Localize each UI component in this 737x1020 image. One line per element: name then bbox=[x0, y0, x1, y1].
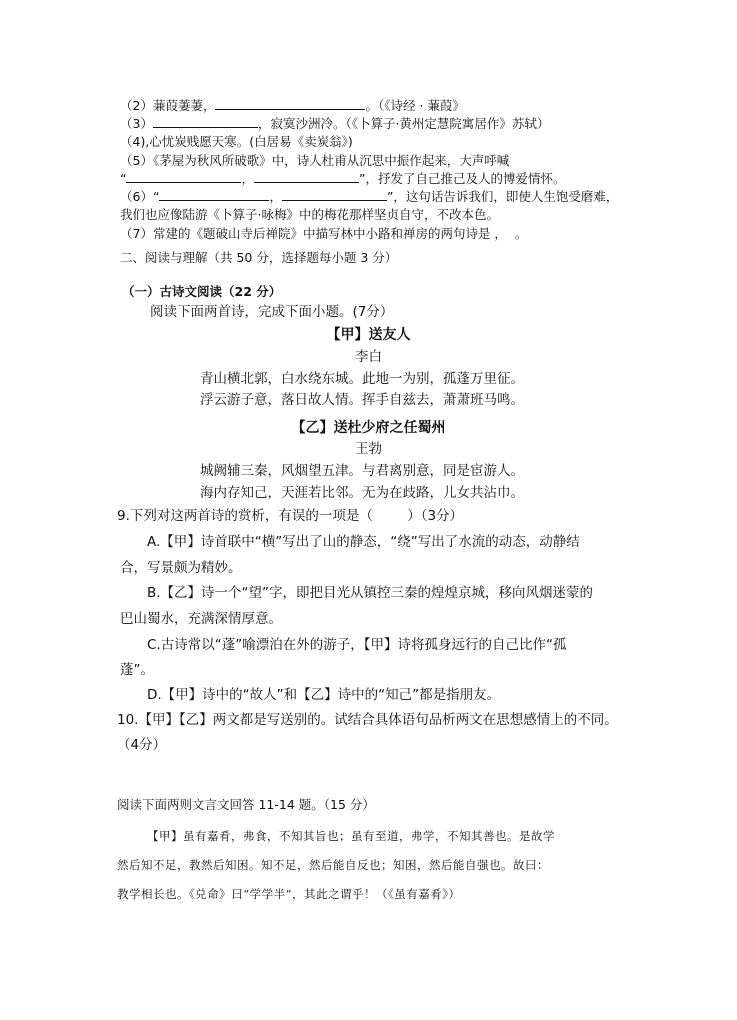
poem-b-line-2 bbox=[200, 484, 524, 502]
question-7 bbox=[120, 225, 527, 243]
question-stem-text: 9.下列对这两首诗的赏析，有误的一项是（ ）（3分） bbox=[117, 508, 464, 524]
question-3-text: （3） bbox=[120, 116, 153, 131]
option-text: B.【乙】诗一个“望”字，即把目光从镇控三秦的煌煌京城，移向风烟迷蒙的 bbox=[147, 585, 594, 601]
question-3 bbox=[120, 115, 549, 133]
question-7-text: （7）常建的《题破山寺后禅院》中描写林中小路和禅房的两句诗是 ， 。 bbox=[120, 226, 528, 241]
question-10-line-1 bbox=[117, 711, 618, 729]
option-c-line-2[interactable] bbox=[120, 661, 154, 679]
classical-text: 教学相长也。《兑命》曰“学学半”，其此之谓乎！（《虽有嘉肴》） bbox=[117, 887, 461, 901]
option-text: 巴山蜀水，充满深情厚意。 bbox=[120, 611, 282, 627]
poem-b-author bbox=[0, 440, 737, 458]
poem-b-line-1 bbox=[200, 462, 524, 480]
question-4-text: （4),心忧炭贱愿天寒。(白居易《卖炭翁》) bbox=[120, 134, 353, 149]
option-text: C.古诗常以“蓬”喻漂泊在外的游子，【甲】诗将孤身远行的自己比作“孤 bbox=[147, 637, 567, 653]
comma: ， bbox=[241, 171, 254, 186]
question-5-tail: ”，抒发了自己推己及人的博爱情怀。 bbox=[359, 171, 566, 186]
subsection-heading-text: （一）古诗文阅读（22 分） bbox=[122, 284, 282, 299]
poem-line-text: 海内存知己，天涯若比邻。无为在歧路，儿女共沾巾。 bbox=[200, 485, 524, 501]
option-a-line-2[interactable] bbox=[120, 559, 242, 577]
answer-blank[interactable] bbox=[282, 188, 387, 201]
option-a-line-1[interactable] bbox=[147, 533, 580, 551]
answer-blank[interactable] bbox=[126, 170, 241, 183]
section-heading-text: 二、阅读与理解（共 50 分，选择题每小题 3 分） bbox=[120, 250, 398, 265]
classical-text-line-3 bbox=[117, 885, 461, 903]
option-text: D.【甲】诗中的“故人”和【乙】诗中的“知己”都是指朋友。 bbox=[147, 687, 501, 703]
option-b-line-1[interactable] bbox=[147, 584, 593, 602]
poem-line-text: 青山横北郭，白水绕东城。此地一为别，孤蓬万里征。 bbox=[200, 371, 524, 387]
question-3-source: ，寂寞沙洲冷。（《卜算子·黄州定慧院寓居作》苏轼） bbox=[257, 116, 550, 131]
open-quote: “ bbox=[120, 171, 127, 186]
question-points-text: （4分） bbox=[117, 737, 167, 753]
poem-a-author bbox=[0, 348, 737, 366]
question-2 bbox=[120, 97, 465, 115]
instruction-text: 阅读下面两则文言文回答 11-14 题。（15 分） bbox=[117, 797, 375, 812]
question-5-line-2 bbox=[120, 170, 565, 188]
poem-a-line-1 bbox=[200, 370, 524, 388]
poem-a-title bbox=[0, 326, 737, 344]
question-6-tail: ”，这句话告诉我们，即使人生饱受磨难， bbox=[386, 189, 619, 204]
option-text: 合，写景颇为精妙。 bbox=[120, 560, 242, 576]
question-2-source: 。（《诗经 · 蒹葭》 bbox=[365, 98, 465, 113]
answer-blank[interactable] bbox=[159, 188, 269, 201]
option-d[interactable] bbox=[147, 686, 500, 704]
poem-instructions bbox=[150, 303, 393, 321]
question-5-text: （5）《茅屋为秋风所破歌》中，诗人杜甫从沉思中振作起来，大声呼喊 bbox=[120, 153, 510, 168]
poem-line-text: 城阙辅三秦，风烟望五津。与君离别意，同是宦游人。 bbox=[200, 463, 524, 479]
poem-author-text: 李白 bbox=[355, 349, 382, 365]
question-10-line-2 bbox=[117, 736, 166, 754]
option-c-line-1[interactable] bbox=[147, 636, 566, 654]
poem-title-text: 【乙】送杜少府之任蜀州 bbox=[291, 420, 446, 436]
option-text: 蓬”。 bbox=[120, 662, 154, 678]
answer-blank[interactable] bbox=[254, 170, 359, 183]
option-text: A.【甲】诗首联中“横”写出了山的静态，“绕”写出了水流的动态，动静结 bbox=[147, 534, 580, 550]
question-6-line-1 bbox=[120, 188, 618, 206]
poem-a-line-2 bbox=[200, 391, 524, 409]
classical-text-line-1 bbox=[147, 827, 555, 845]
poem-line-text: 浮云游子意，落日故人情。挥手自兹去，萧萧班马鸣。 bbox=[200, 392, 524, 408]
question-2-text: （2）蒹葭萋萋， bbox=[120, 98, 216, 113]
option-b-line-2[interactable] bbox=[120, 610, 282, 628]
instruction-text: 阅读下面两首诗，完成下面小题。(7分） bbox=[150, 304, 394, 320]
question-4 bbox=[120, 133, 353, 151]
classical-text: 【甲】虽有嘉肴，弗食，不知其旨也；虽有至道，弗学，不知其善也。是故学 bbox=[147, 829, 555, 843]
classical-text: 然后知不足，教然后知困。知不足，然后能自反也；知困，然后能自强也。故曰： bbox=[117, 858, 549, 872]
question-6-text: （6）“ bbox=[120, 189, 160, 204]
poem-title-text: 【甲】送友人 bbox=[326, 327, 411, 343]
answer-blank[interactable] bbox=[153, 115, 258, 128]
question-9-stem bbox=[117, 507, 463, 525]
question-6-line-2 bbox=[120, 206, 499, 224]
comma: ， bbox=[269, 189, 282, 204]
subsection-1-heading bbox=[122, 283, 281, 301]
classical-text-line-2 bbox=[117, 856, 549, 874]
classical-instructions bbox=[117, 796, 375, 814]
poem-author-text: 王勃 bbox=[355, 441, 382, 457]
section-2-heading bbox=[120, 249, 397, 267]
question-5-line-1 bbox=[120, 152, 509, 170]
question-6-text-2: 我们也应像陆游《卜算子·咏梅》中的梅花那样坚贞自守，不改本色。 bbox=[120, 207, 499, 222]
poem-b-title bbox=[0, 419, 737, 437]
answer-blank[interactable] bbox=[215, 97, 365, 110]
question-stem-text: 10.【甲】【乙】两文都是写送别的。试结合具体语句品析两文在思想感情上的不同。 bbox=[117, 712, 618, 728]
